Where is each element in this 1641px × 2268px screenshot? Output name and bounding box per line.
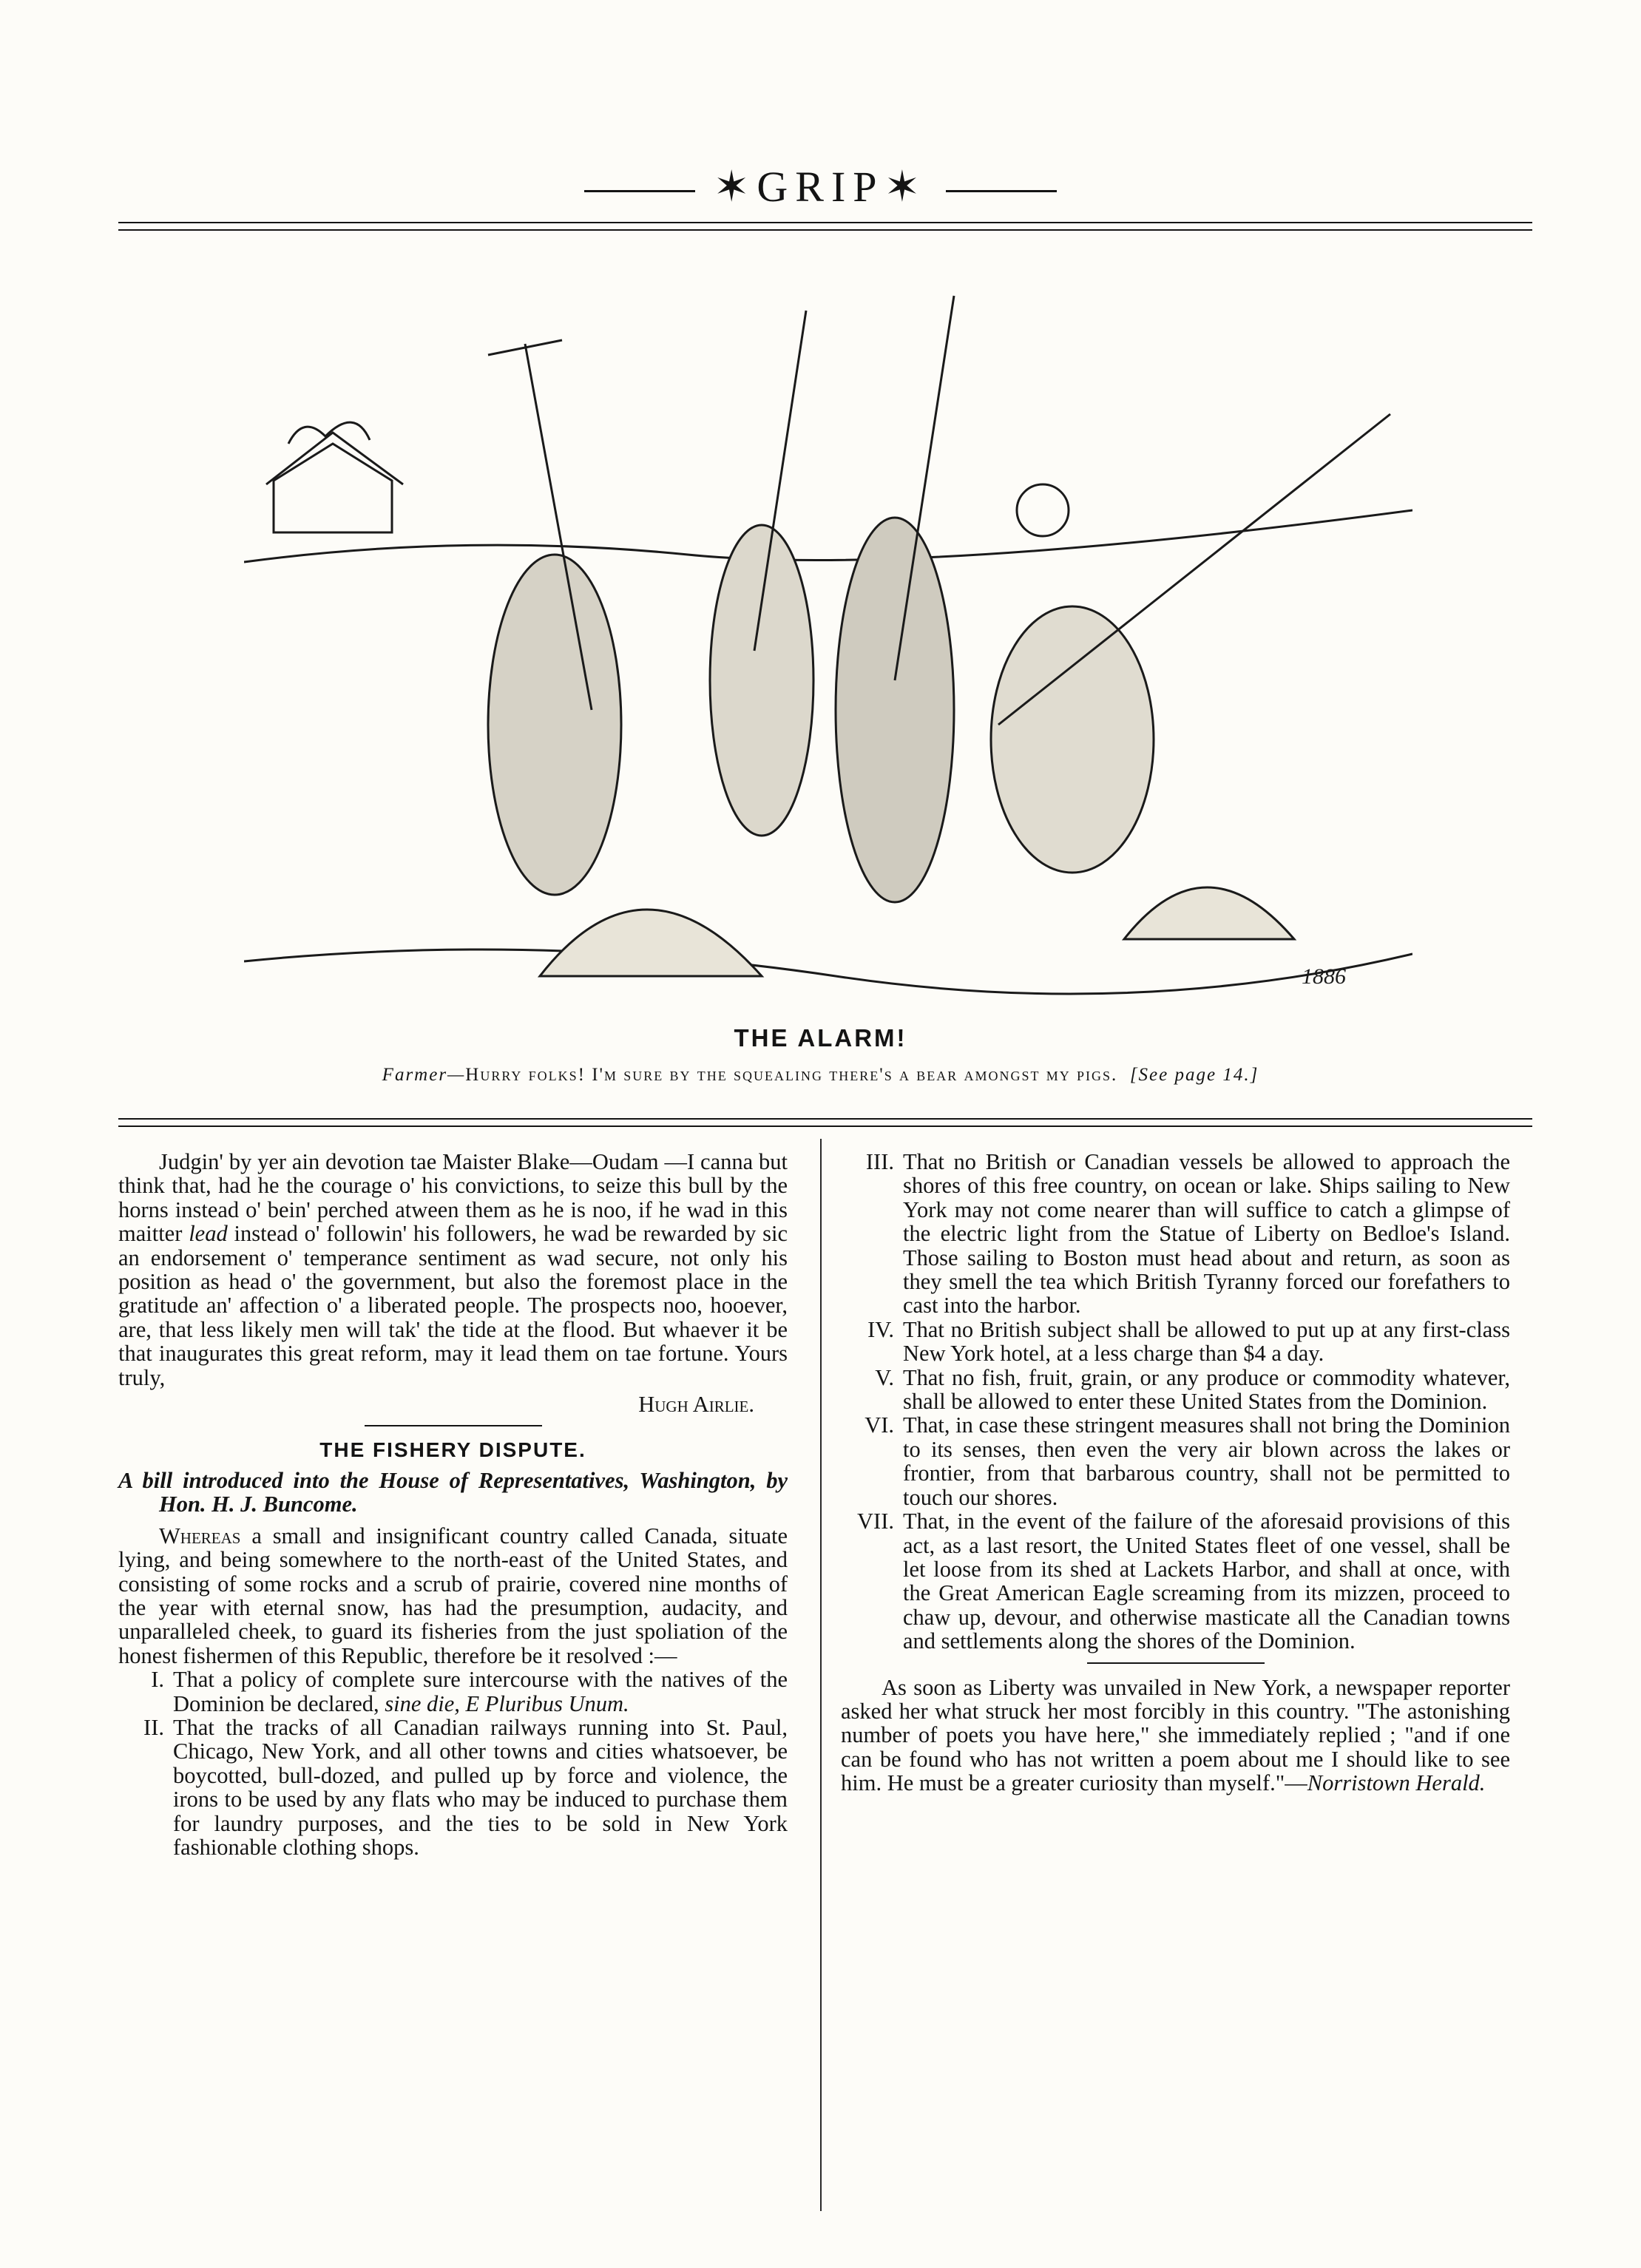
masthead-star-right: ✶ [884,163,928,211]
liberty-paragraph [841,1676,1510,1795]
resolution-body: That a policy of complete sure intercourse with the natives of the Dominion be declared, [173,1667,788,1716]
fishery-title: THE FISHERY DISPUTE. [319,1438,586,1462]
masthead-rule-bottom [118,229,1532,231]
resolution-number: VII. [857,1509,894,1534]
left-column [118,1150,788,1859]
masthead [0,161,1641,211]
masthead-left-dash [584,190,695,192]
masthead-rule-top [118,222,1532,223]
resolution-body: That no fish, fruit, grain, or any produce or commodity whatever, shall be allowed to enter these United States from the Dominion. [903,1364,1510,1415]
resolution-number: II. [143,1714,164,1740]
figure-tall-hat [836,518,954,902]
farmer-head [1017,484,1069,536]
fork-farmer [998,414,1390,725]
resolution-body: That, in the event of the failure of the aforesaid provisions of this act, as a last resort, the United States fleet of one vessel, shall be let loose from its shed at Lackets Harbor, and shall at once, with the Great American Eagle screaming from its mizzen, proceed to chaw up, devour, and otherwise masticate all the Canadian towns and settlements along the shores of the Dominion. [903,1509,1510,1654]
fishery-subtitle: A bill introduced into the House of Representatives, Washington, by Hon. H. J. Buncome. [118,1467,788,1517]
letter-lead-word: lead [189,1221,228,1247]
ground-line [244,949,1412,994]
haystack-right [1124,887,1294,939]
cartoon-signature-year: 1886 [1302,964,1346,989]
cartoon-caption [0,1065,1641,1086]
resolution-number: IV. [867,1316,894,1342]
fishery-whereas: Whereas [159,1523,241,1548]
fishery-preamble-text: a small and insignificant country called Canada, situate lying, and being somewhere to the north-east of the United States, and consisting of some rocks and a scrub of prairie, covered nine months of the year with eternal snow, has had the presumption, audacity, and unparalleled cheek, to guard its fisheries from the just spoliation of the honest fishermen of this Republic, therefore be it resolved :— [118,1523,788,1668]
resolution-item [118,1716,788,1859]
masthead-star-left: ✶ [713,163,757,211]
caption-rule-bottom [118,1125,1532,1127]
resolutions-left [118,1668,788,1859]
resolution-item [841,1413,1510,1509]
liberty-text: As soon as Liberty was unvailed in New York, a newspaper reporter asked her what struck her most forcibly in this country. "The astonishing number of poets you have here," she immediately replied ; "and if one can be found who has not written a poem about me I should like to see him. He must be a greater curiosity than myself."— [841,1674,1510,1796]
resolution-body: That the tracks of all Canadian railways running into St. Paul, Chicago, New York, and all other towns and cities whatsoever, be boycotted, bull-dozed, and pulled up by force and violence, the irons to be used by any flats who may be induced to purchase them for laundry purposes, and the ties to be sold in New York fashionable clothing shops. [173,1714,788,1860]
fishery-preamble [118,1524,788,1668]
letter-signature: Hugh Airlie. [638,1392,754,1418]
figure-farmer [991,606,1154,873]
letter-text: Judgin' by yer ain devotion tae Maister Blake—Oudam —I canna but think that, had he the courage o' his convictions, to seize this bull by the horns instead o' bein' perched atween them as he is noo, if he wad in this maitter [118,1149,788,1247]
column-divider [820,1139,822,2211]
figure-man-center [710,525,813,836]
caption-rule-top [118,1118,1532,1120]
cartoon-title: THE ALARM! [734,1024,907,1052]
trees [288,422,370,444]
resolution-number: I. [151,1667,164,1693]
resolution-body: That, in case these stringent measures shall not bring the Dominion to its senses, then even the very air blown across the lakes or frontier, from that barbarous country, shall not be permitted to touch our shores. [903,1412,1510,1510]
cartoon-illustration [244,266,1412,1020]
section-rule [1087,1662,1265,1664]
liberty-attribution: Norristown Herald. [1307,1770,1486,1796]
resolution-item [841,1150,1510,1318]
cartoon-drawing [244,266,1412,1020]
masthead-title: GRIP [757,163,884,211]
cartoon-caption-line: Hurry folks! I'm sure by the squealing there's a bear amongst my pigs. [465,1065,1118,1085]
resolution-item [841,1366,1510,1414]
farmhouse [274,444,392,532]
figure-woman [488,555,621,895]
resolution-text [173,1668,788,1716]
masthead-right-dash [946,190,1057,192]
right-column [841,1150,1510,1795]
letter-text-cont: instead o' followin' his followers, he wad be rewarded by sic an endorsement o' temperance sentiment as wad secure, not only his position as head o' the government, but also the foremost place in the gratitude an' affection o' a liberated people. The prospects noo, hooever, are, that less likely men will tak' the tide at the flood. But whaever it be that inaugurates this great reform, may it lead them on tae fortune. Yours truly, [118,1221,788,1390]
resolution-number: V. [875,1364,894,1390]
resolution-number: III. [865,1149,894,1174]
resolution-body: That no British subject shall be allowed to put up at any first-class New York hotel, at a less charge than $4 a day. [903,1316,1510,1367]
resolution-item [841,1318,1510,1366]
cartoon-caption-page-ref: [See page 14.] [1129,1065,1259,1085]
resolution-item [118,1668,788,1716]
haystack-left [540,910,762,976]
section-rule [365,1425,542,1426]
resolution-item [841,1509,1510,1653]
letter-paragraph [118,1150,788,1389]
resolution-number: VI. [865,1412,894,1438]
resolution-italic: sine die, E Pluribus Unum. [385,1690,629,1716]
resolution-body: That no British or Canadian vessels be allowed to approach the shores of this free country, on ocean or lake. Ships sailing to New York may not come nearer than will suffice to catch a glimpse of the electric light from the Statue of Liberty on Bedloe's Island. Those sailing to Boston must head about and return, as soon as they smell the tea which British Tyranny forced our forefathers to cast into the harbor. [903,1149,1510,1319]
cartoon-caption-speaker: Farmer— [382,1065,466,1085]
